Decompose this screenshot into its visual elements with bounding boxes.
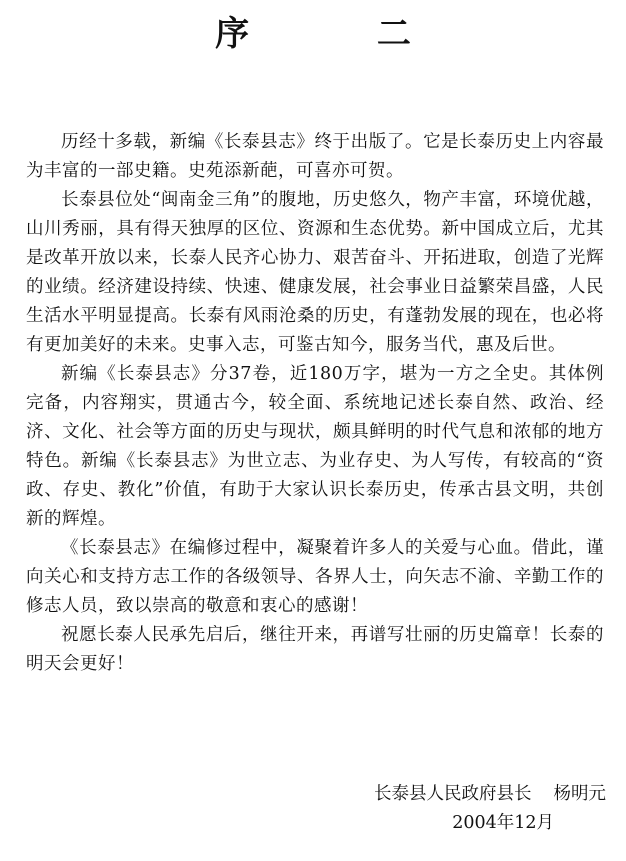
paragraph-5: 祝愿长泰人民承先启后，继往开来，再谱写壮丽的历史篇章！长泰的明天会更好！ (26, 625, 604, 674)
signature-date: 2004年12月 (452, 813, 554, 833)
preface-body (26, 128, 604, 679)
signer-title: 长泰县人民政府县长 (374, 784, 532, 804)
signer-line (374, 780, 606, 809)
paragraph-2: 长泰县位处“闽南金三角”的腹地，历史悠久，物产丰富，环境优越，山川秀丽，具有得天独厚的区位、资源和生态优势。新中国成立后，尤其是改革开放以来，长泰人民齐心协力、艰苦奋斗、开拓进取，创造了光辉的业绩。经济建设持续、快速、健康发展，社会事业日益繁荣昌盛，人民生活水平明显提高。长泰有风雨沧桑的历史，有蓬勃发展的现在，也必将有更加美好的未来。史事入志，可鉴古知今，服务当代，惠及后世。 (26, 190, 604, 355)
page-title: 序 二 (215, 14, 469, 54)
paragraph-3: 新编《长泰县志》分37卷，近180万字，堪为一方之全史。其体例完备，内容翔实，贯通古今，较全面、系统地记述长泰自然、政治、经济、文化、社会等方面的历史与现状，颇具鲜明的时代气息和浓郁的地方特色。新编《长泰县志》为世立志、为业存史、为人写传，有较高的“资政、存史、教化”价值，有助于大家认识长泰历史，传承古县文明，共创新的辉煌。 (26, 364, 604, 529)
paragraph-1: 历经十多载，新编《长泰县志》终于出版了。它是长泰历史上内容最为丰富的一部史籍。史苑添新葩，可喜亦可贺。 (26, 132, 604, 181)
signature-block (374, 780, 606, 838)
signer-name: 杨明元 (553, 784, 606, 804)
paragraph-4: 《长泰县志》在编修过程中，凝聚着许多人的关爱与心血。借此，谨向关心和支持方志工作的各级领导、各界人士，向矢志不渝、辛勤工作的修志人员，致以崇高的敬意和衷心的感谢！ (26, 538, 604, 616)
